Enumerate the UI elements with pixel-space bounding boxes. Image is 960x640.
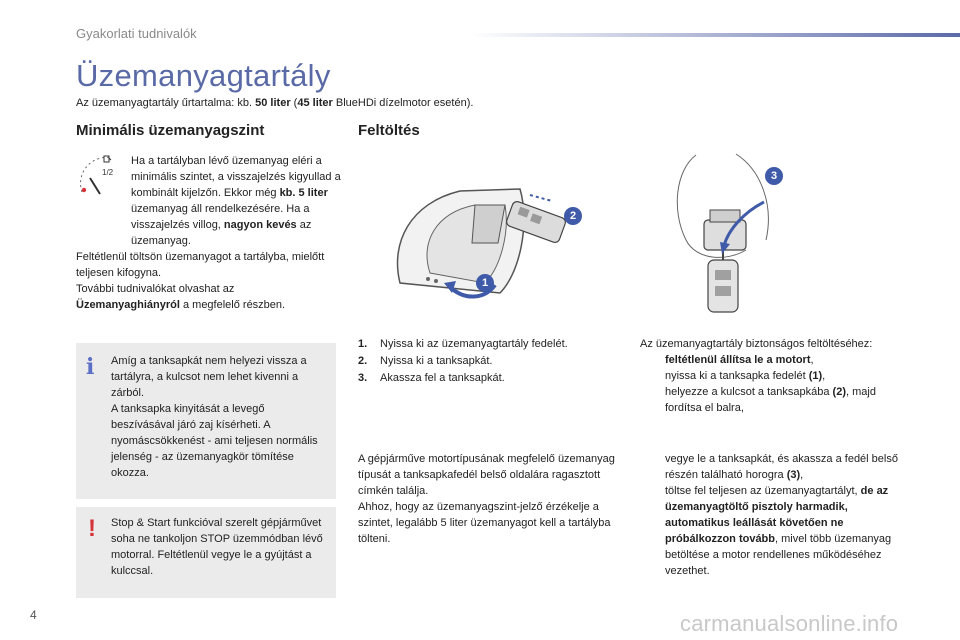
safety-list-1	[640, 352, 910, 416]
step-item: 2. Nyissa ki a tanksapkát.	[358, 355, 493, 367]
section-label: Gyakorlati tudnivalók	[76, 26, 197, 41]
info-icon: i	[86, 354, 95, 380]
list-item: töltse fel teljesen az üzemanyagtartályt, de az üzemanyagtöltő pisztoly harmadik, automatikus leállását követően ne próbálkozzon tovább, mivel több üzemanyag betöltése a motor rendellenes működéséhez vezethet.	[665, 485, 892, 577]
filling-steps	[358, 336, 618, 387]
fuel-cap-illustration	[666, 150, 776, 315]
page-number: 4	[30, 608, 37, 622]
callout-1: 1	[476, 274, 494, 292]
safety-list-2	[640, 451, 910, 579]
header-bar	[470, 33, 960, 37]
fuel-label-text: A gépjárműve motortípusának megfelelő üzemanyag típusát a tanksapkafedél belső oldalára ragasztott címkén találja. Ahhoz, hogy az üzemanyagszint-jelző érzékelje a szintet, legalább 5 liter üzemanyagot kell a tartályba tölteni.	[358, 453, 615, 545]
list-item: helyezze a kulcsot a tanksapkába (2), majd fordítsa el balra,	[665, 386, 876, 414]
gauge-label: 1/2	[102, 168, 114, 177]
watermark: carmanualsonline.info	[680, 611, 899, 636]
callout-3: 3	[765, 167, 783, 185]
refuel-advice: Feltétlenül töltsön üzemanyagot a tartályba, mielőtt teljesen kifogyna. További tudnivalókat olvashat az Üzemanyaghiányról a megfelelő részben.	[76, 251, 325, 311]
safety-intro: Az üzemanyagtartály biztonságos feltöltéséhez:	[640, 338, 873, 350]
warning-icon: !	[88, 515, 96, 542]
filling-heading: Feltöltés	[358, 122, 420, 139]
intro-text: Az üzemanyagtartály űrtartalma: kb. 50 liter (45 liter BlueHDi dízelmotor esetén).	[76, 97, 474, 109]
step-item: 3. Akassza fel a tanksapkát.	[358, 372, 505, 384]
page-title: Üzemanyagtartály	[76, 58, 331, 93]
list-item: vegye le a tanksapkát, és akassza a fedél belső részén található horogra (3),	[665, 453, 898, 481]
list-item: nyissa ki a tanksapka fedelét (1),	[665, 370, 826, 382]
info-box-text: Amíg a tanksapkát nem helyezi vissza a tartályra, a kulcsot nem lehet kivenni a zárból. A tanksapka kinyitását a levegő beszívásával járó zaj kísérheti. A nyomáscsökkenést - ami teljesen normális jelenség - az üzemanyagkör tömítése okozza.	[111, 355, 318, 479]
step-item: 1. Nyissa ki az üzemanyagtartály fedelét.	[358, 338, 568, 350]
gauge-description: Ha a tartályban lévő üzemanyag eléri a minimális szintet, a visszajelzés kigyullad a kombinált kijelzőn. Ekkor még kb. 5 liter üzemanyag áll rendelkezésére. Ha a visszajelzés villog, nagyon kevés az üzemanyag.	[131, 155, 341, 247]
fuel-gauge-icon	[76, 148, 126, 200]
warning-box-text: Stop & Start funkcióval szerelt gépjárművet soha ne tankoljon STOP üzemmódban lévő motorral. Feltétlenül vegye le a gyújtást a kulccsal.	[111, 517, 323, 577]
list-item: feltétlenül állítsa le a motort,	[665, 354, 814, 366]
callout-2: 2	[564, 207, 582, 225]
minimal-fuel-heading: Minimális üzemanyagszint	[76, 122, 265, 139]
